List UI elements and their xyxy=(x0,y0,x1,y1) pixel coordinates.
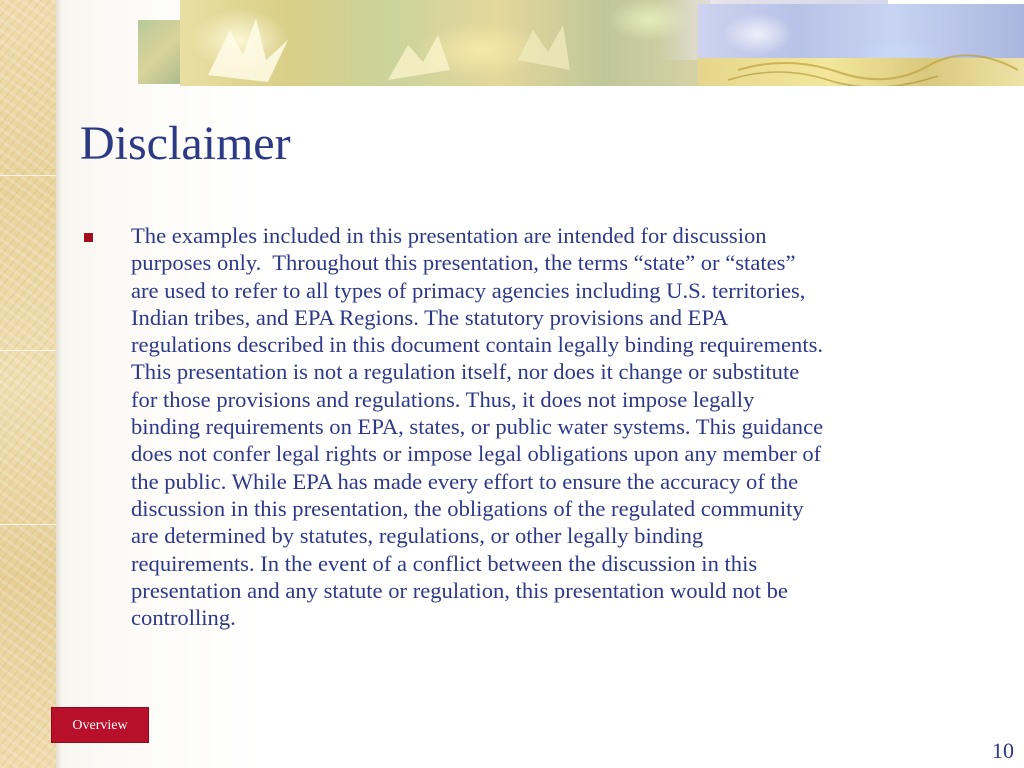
disclaimer-text: The examples included in this presentation are intended for discussion purposes only. Throughout this presentation, the terms “state” or “states” are used to refer to all types of primacy agencies including U.S. territories, Indian tribes, and EPA Regions. The statutory provisions and EPA regulations described in this document contain legally binding requirements. This presentation is not a regulation itself, nor does it change or substitute for those provisions and regulations. Thus, it does not impose legally binding requirements on EPA, states, or public water systems. This guidance does not confer legal rights or impose legal obligations upon any member of the public. While EPA has made every effort to ensure the accuracy of the discussion in this presentation, the obligations of the regulated community are determined by statutes, regulations, or other legally binding requirements. In the event of a conflict between the discussion in this presentation and any statute or regulation, this presentation would not be controlling. xyxy=(131,223,824,631)
slide-title: Disclaimer xyxy=(80,117,291,170)
overview-button[interactable]: Overview xyxy=(51,707,149,743)
strip-divider xyxy=(0,175,56,176)
leaf-pattern-icon xyxy=(138,0,1024,86)
page-number: 10 xyxy=(992,738,1014,763)
strip-shadow xyxy=(56,0,62,768)
strip-divider xyxy=(0,524,56,525)
bullet-square-icon xyxy=(84,233,93,242)
decorative-side-strip xyxy=(0,0,56,768)
strip-divider xyxy=(0,350,56,351)
decorative-leaf-banner xyxy=(138,0,1024,86)
